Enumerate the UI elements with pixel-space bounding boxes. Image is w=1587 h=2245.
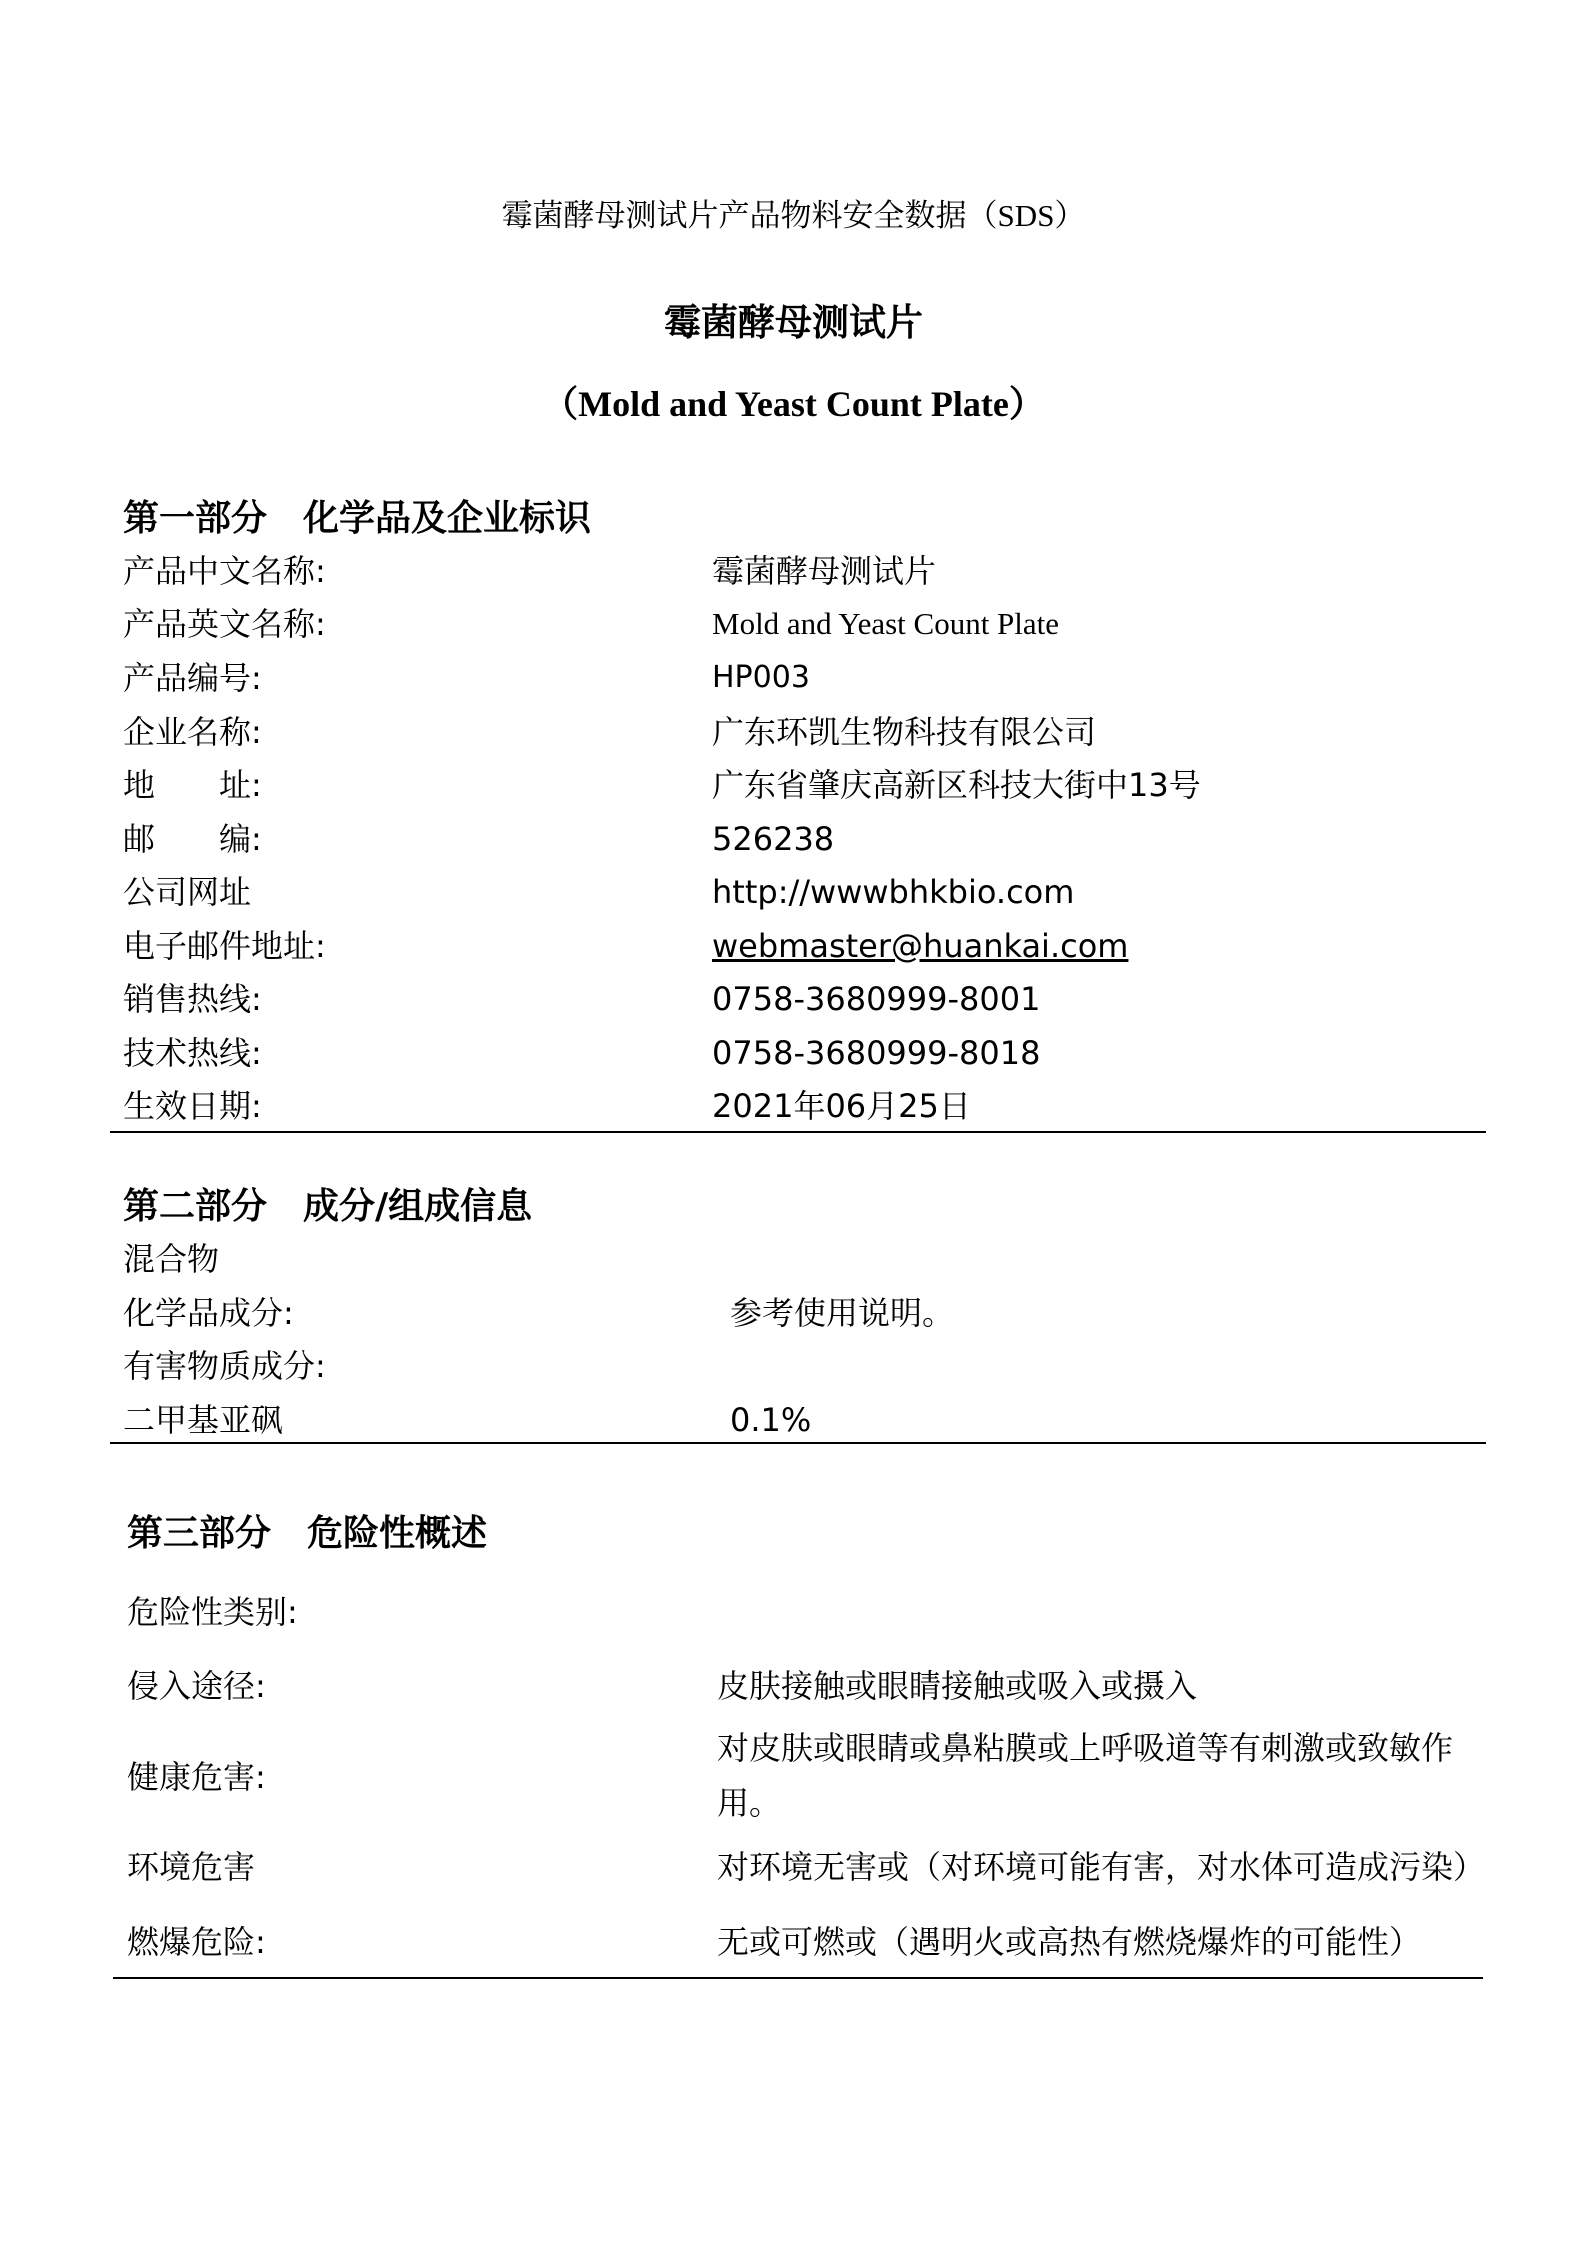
row-value-tech-hotline: 0758-3680999-8018 (712, 1034, 1041, 1072)
row-value-website[interactable]: http://wwwbhkbio.com (712, 873, 1075, 911)
row-label-exposure-route: 侵入途径: (127, 1667, 266, 1705)
row-label-dmso: 二甲基亚砜 (123, 1401, 284, 1439)
row-label-mixture: 混合物 (123, 1240, 220, 1278)
row-value-sales-hotline: 0758-3680999-8001 (712, 980, 1041, 1018)
row-value-environmental-hazard: 对环境无害或（对环境可能有害，对水体可造成污染） (717, 1848, 1486, 1886)
row-label-fire-explosion: 燃爆危险: (127, 1923, 266, 1961)
row-label-hazard-category: 危险性类别: (127, 1593, 298, 1631)
row-value-postcode: 526238 (712, 820, 835, 858)
row-label-tech-hotline: 技术热线: (123, 1034, 262, 1072)
row-value-exposure-route: 皮肤接触或眼睛接触或吸入或摄入 (717, 1667, 1198, 1705)
row-label-chem-components: 化学品成分: (123, 1294, 294, 1332)
row-value-dmso: 0.1% (730, 1401, 812, 1439)
row-label-postcode: 邮 编: (123, 820, 262, 858)
section3-divider (113, 1977, 1483, 1979)
row-label-environmental-hazard: 环境危害 (127, 1848, 256, 1886)
product-title: 霉菌酵母测试片 (664, 301, 923, 344)
row-value-product-code: HP003 (712, 660, 810, 695)
row-label-company: 企业名称: (123, 713, 262, 751)
row-label-en-name: 产品英文名称: (123, 605, 326, 643)
section3-title: 第三部分 危险性概述 (127, 1513, 488, 1554)
row-label-website: 公司网址 (123, 873, 252, 911)
product-subtitle: （Mold and Yeast Count Plate） (542, 384, 1045, 424)
row-value-effective-date: 2021年06月25日 (712, 1087, 971, 1125)
section1-divider (110, 1131, 1486, 1133)
section2-divider (110, 1442, 1486, 1444)
row-label-hazardous-components: 有害物质成分: (123, 1347, 326, 1385)
row-label-effective-date: 生效日期: (123, 1087, 262, 1125)
row-value-chem-components: 参考使用说明。 (730, 1294, 955, 1332)
section2-title: 第二部分 成分/组成信息 (123, 1186, 533, 1227)
row-label-cn-name: 产品中文名称: (123, 552, 326, 590)
row-label-product-code: 产品编号: (123, 659, 262, 697)
row-value-en-name: Mold and Yeast Count Plate (712, 606, 1060, 641)
row-value-health-hazard-line2: 用。 (717, 1784, 782, 1822)
email-link[interactable]: webmaster@huankai.com (712, 927, 1129, 965)
row-label-address: 地 址: (123, 766, 262, 804)
row-label-sales-hotline: 销售热线: (123, 980, 262, 1018)
row-value-fire-explosion: 无或可燃或（遇明火或高热有燃烧爆炸的可能性） (717, 1923, 1422, 1961)
row-value-cn-name: 霉菌酵母测试片 (712, 552, 937, 590)
row-value-company: 广东环凯生物科技有限公司 (712, 713, 1097, 751)
document-header: 霉菌酵母测试片产品物料安全数据（SDS） (501, 198, 1086, 233)
row-label-email: 电子邮件地址: (123, 927, 326, 965)
section1-title: 第一部分 化学品及企业标识 (123, 498, 592, 539)
row-value-address: 广东省肇庆高新区科技大街中13号 (712, 766, 1201, 804)
row-value-health-hazard-line1: 对皮肤或眼睛或鼻粘膜或上呼吸道等有刺激或致敏作 (717, 1729, 1454, 1767)
row-label-health-hazard: 健康危害: (127, 1758, 266, 1796)
